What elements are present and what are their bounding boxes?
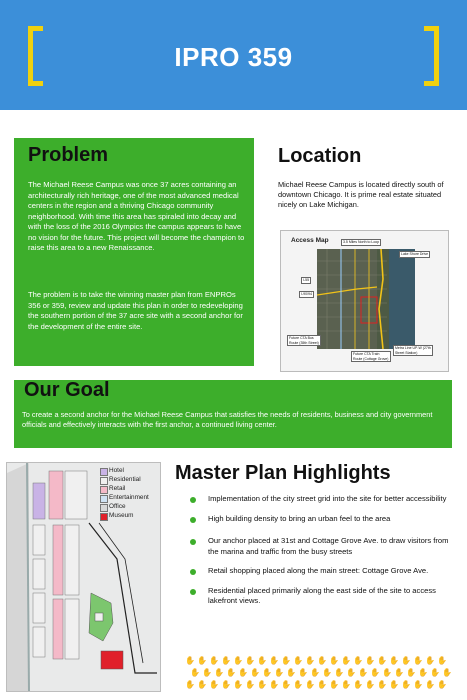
goal-heading: Our Goal: [24, 379, 110, 401]
handprint-icon: ✋: [269, 680, 279, 689]
master-plan-drawing: [6, 462, 161, 692]
handprint-icon: ✋: [226, 668, 236, 677]
handprint-icon: ✋: [233, 656, 243, 665]
handprint-icon: ✋: [305, 656, 315, 665]
right-bracket-decoration: [424, 26, 439, 86]
legend-item-entertainment: Entertainment: [100, 493, 149, 502]
problem-paragraph-2: The problem is to take the winning master plan from ENPROs 356 or 359, review and update this plan in order to redeveloping the southern portion of the 37 acre site with a second anchor for the development of the entire site.: [28, 290, 243, 331]
handprint-icon: ✋: [425, 680, 435, 689]
highlight-item: Implementation of the city street grid into the site for better accessibility: [190, 494, 458, 505]
map-label-i55: I-55: [303, 278, 310, 282]
handprint-icon: ✋: [305, 680, 315, 689]
handprint-icon: ✋: [293, 656, 303, 665]
handprint-icon: ✋: [406, 668, 416, 677]
handprint-icon: ✋: [401, 656, 411, 665]
handprint-icon: ✋: [274, 668, 284, 677]
highlight-item: Residential placed primarily along the east side of the site to access lakefront views.: [190, 586, 458, 607]
bullet-dot-icon: [190, 517, 196, 523]
handprint-icon: ✋: [353, 680, 363, 689]
problem-panel: [14, 138, 254, 366]
handprint-icon: ✋: [365, 680, 375, 689]
handprint-icon: ✋: [341, 656, 351, 665]
handprint-icon: ✋: [221, 680, 231, 689]
location-text: Michael Reese Campus is located directly south of downtown Chicago. It is prime real estate situated nicely on Lake Michigan.: [278, 180, 444, 210]
handprint-icon: ✋: [389, 656, 399, 665]
handprint-icon: ✋: [353, 656, 363, 665]
handprint-icon: ✋: [377, 680, 387, 689]
handprint-icon: ✋: [269, 656, 279, 665]
handprint-icon: ✋: [298, 668, 308, 677]
handprint-icon: ✋: [322, 668, 332, 677]
handprint-icon: ✋: [442, 668, 452, 677]
handprint-icon: ✋: [377, 656, 387, 665]
highlights-list: [190, 494, 458, 607]
map-label-miles: 3.5 Miles North to Loop: [343, 240, 380, 244]
handprint-icon: ✋: [358, 668, 368, 677]
problem-paragraph-1: The Michael Reese Campus was once 37 acres containing an architecturally rich heritage, one of the most advanced medical centers in the region and a thriving Chicago community neighborhood. With time this area has spiraled into decay and with the loss of the 2016 Olympics the campus appears to have no vision for the future. This project will become the champion to raise this area to a new Renaissance.: [28, 180, 245, 252]
goal-text: To create a second anchor for the Michael Reese Campus that satisfies the needs of residents, business and city government officials and effectively interacts with the first anchor, a continued living center.: [22, 410, 433, 430]
handprint-icon: ✋: [437, 680, 447, 689]
handprint-icon: ✋: [401, 680, 411, 689]
handprint-icon: ✋: [418, 668, 428, 677]
handprint-icon: ✋: [257, 680, 267, 689]
handprint-icon: ✋: [430, 668, 440, 677]
handprint-icon: ✋: [370, 668, 380, 677]
handprint-icon: ✋: [437, 656, 447, 665]
legend-item-museum: Museum: [100, 511, 149, 520]
bullet-dot-icon: [190, 539, 196, 545]
handprint-icon: ✋: [245, 680, 255, 689]
handprint-icon: ✋: [365, 656, 375, 665]
handprint-icon: ✋: [389, 680, 399, 689]
handprint-icon: ✋: [425, 656, 435, 665]
highlight-item: Our anchor placed at 31st and Cottage Grove Ave. to draw visitors from the marina and traffic from the busy streets: [190, 536, 458, 557]
handprint-icon: ✋: [346, 668, 356, 677]
handprint-icon: ✋: [214, 668, 224, 677]
aerial-photo: [317, 249, 415, 349]
handprint-icon: ✋: [329, 680, 339, 689]
map-label-lake-shore-drive: Lake Shore Drive: [401, 252, 429, 256]
handprint-icon: ✋: [190, 668, 200, 677]
handprint-icon: ✋: [257, 656, 267, 665]
map-label-cta-bus: Future CTA Bus Route (35th Street): [287, 335, 321, 346]
bullet-dot-icon: [190, 589, 196, 595]
map-label-i90-94: I-90/94: [301, 292, 312, 296]
handprint-icon: ✋: [185, 656, 195, 665]
aerial-photo-drawing: [317, 249, 415, 349]
handprint-icon: ✋: [250, 668, 260, 677]
handprint-icon: ✋: [317, 680, 327, 689]
handprint-icon: ✋: [197, 656, 207, 665]
highlight-item: High building density to bring an urban feel to the area: [190, 514, 458, 525]
highlights-heading: Master Plan Highlights: [175, 462, 391, 484]
handprint-icon: ✋: [394, 668, 404, 677]
handprint-icon: ✋: [197, 680, 207, 689]
handprint-icon: ✋: [245, 656, 255, 665]
handprint-icon: ✋: [413, 656, 423, 665]
legend-item-retail: Retail: [100, 484, 149, 493]
legend-item-residential: Residential: [100, 475, 149, 484]
handprint-icon: ✋: [209, 656, 219, 665]
problem-heading: Problem: [28, 144, 109, 166]
bullet-dot-icon: [190, 569, 196, 575]
handprint-icon: ✋: [262, 668, 272, 677]
handprint-icon: ✋: [281, 656, 291, 665]
bullet-dot-icon: [190, 497, 196, 503]
plan-legend: [100, 466, 149, 520]
handprint-icon: ✋: [317, 656, 327, 665]
handprint-icon: ✋: [202, 668, 212, 677]
goal-panel: [14, 380, 452, 448]
legend-item-office: Office: [100, 502, 149, 511]
map-label-cta-train: Future CTA Train Route (Cottage Grove): [351, 351, 391, 362]
access-map-title: Access Map: [291, 237, 329, 244]
handprint-icon: ✋: [286, 668, 296, 677]
handprint-icon: ✋: [413, 680, 423, 689]
handprint-icon: ✋: [185, 680, 195, 689]
handprint-icon: ✋: [293, 680, 303, 689]
handprint-icon: ✋: [221, 656, 231, 665]
handprint-icon: ✋: [334, 668, 344, 677]
handprint-icon: ✋: [310, 668, 320, 677]
header-banner: [0, 0, 467, 110]
handprint-icon: ✋: [233, 680, 243, 689]
highlight-item: Retail shopping placed along the main street: Cottage Grove Ave.: [190, 566, 458, 577]
location-heading: Location: [278, 145, 362, 167]
page-title: IPRO 359: [174, 42, 293, 72]
map-label-metra: Metra Line UP-W (27th Street Station): [393, 345, 433, 356]
handprint-icon: ✋: [238, 668, 248, 677]
handprint-icon: ✋: [281, 680, 291, 689]
handprint-icon: ✋: [341, 680, 351, 689]
handprint-icon: ✋: [382, 668, 392, 677]
access-map: [280, 230, 449, 372]
handprint-icon: ✋: [329, 656, 339, 665]
legend-item-hotel: Hotel: [100, 466, 149, 475]
handprint-icon: ✋: [209, 680, 219, 689]
handprints-decoration: [185, 656, 455, 696]
